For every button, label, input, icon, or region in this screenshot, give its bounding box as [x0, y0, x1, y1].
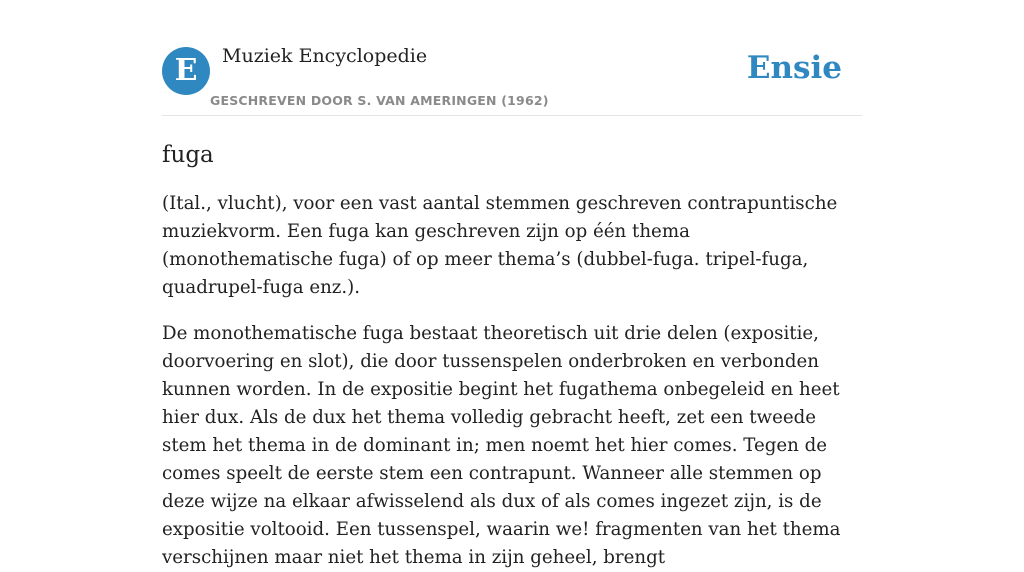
content-container	[162, 0, 862, 572]
author-byline: GESCHREVEN DOOR S. VAN AMERINGEN (1962)	[210, 93, 549, 108]
article-paragraph: (Ital., vlucht), voor een vast aantal stemmen geschreven contrapuntische muziekvorm. Een fuga kan geschreven zijn op één thema (monothematische fuga) of op meer thema’s (dubbel-fuga. tripel-fuga, quadrupel-fuga enz.).	[162, 193, 838, 298]
ensie-brand-logo[interactable]: Ensie	[746, 50, 842, 86]
article-paragraph: De monothematische fuga bestaat theoretisch uit drie delen (expositie, doorvoering en slot), die door tussenspelen onderbroken en verbonden kunnen worden. In de expositie begint het fugathema onbegeleid en heet hier dux. Als de dux het thema volledig gebracht heeft, zet een tweede stem het thema in de dominant in; men noemt het hier comes. Tegen de comes speelt de eerste stem een contrapunt. Wanneer alle stemmen op deze wijze na elkaar afwisselend als dux of als comes ingezet zijn, is de expositie voltooid. Een tussenspel, waarin we! fragmenten van het thema verschijnen maar niet het thema in zijn geheel, brengt	[162, 323, 841, 568]
entry-title: fuga	[162, 142, 214, 168]
encyclopedia-logo-icon[interactable]: E	[162, 47, 210, 95]
site-header	[162, 0, 862, 116]
encyclopedia-title-link[interactable]: Muziek Encyclopedie	[222, 45, 428, 67]
